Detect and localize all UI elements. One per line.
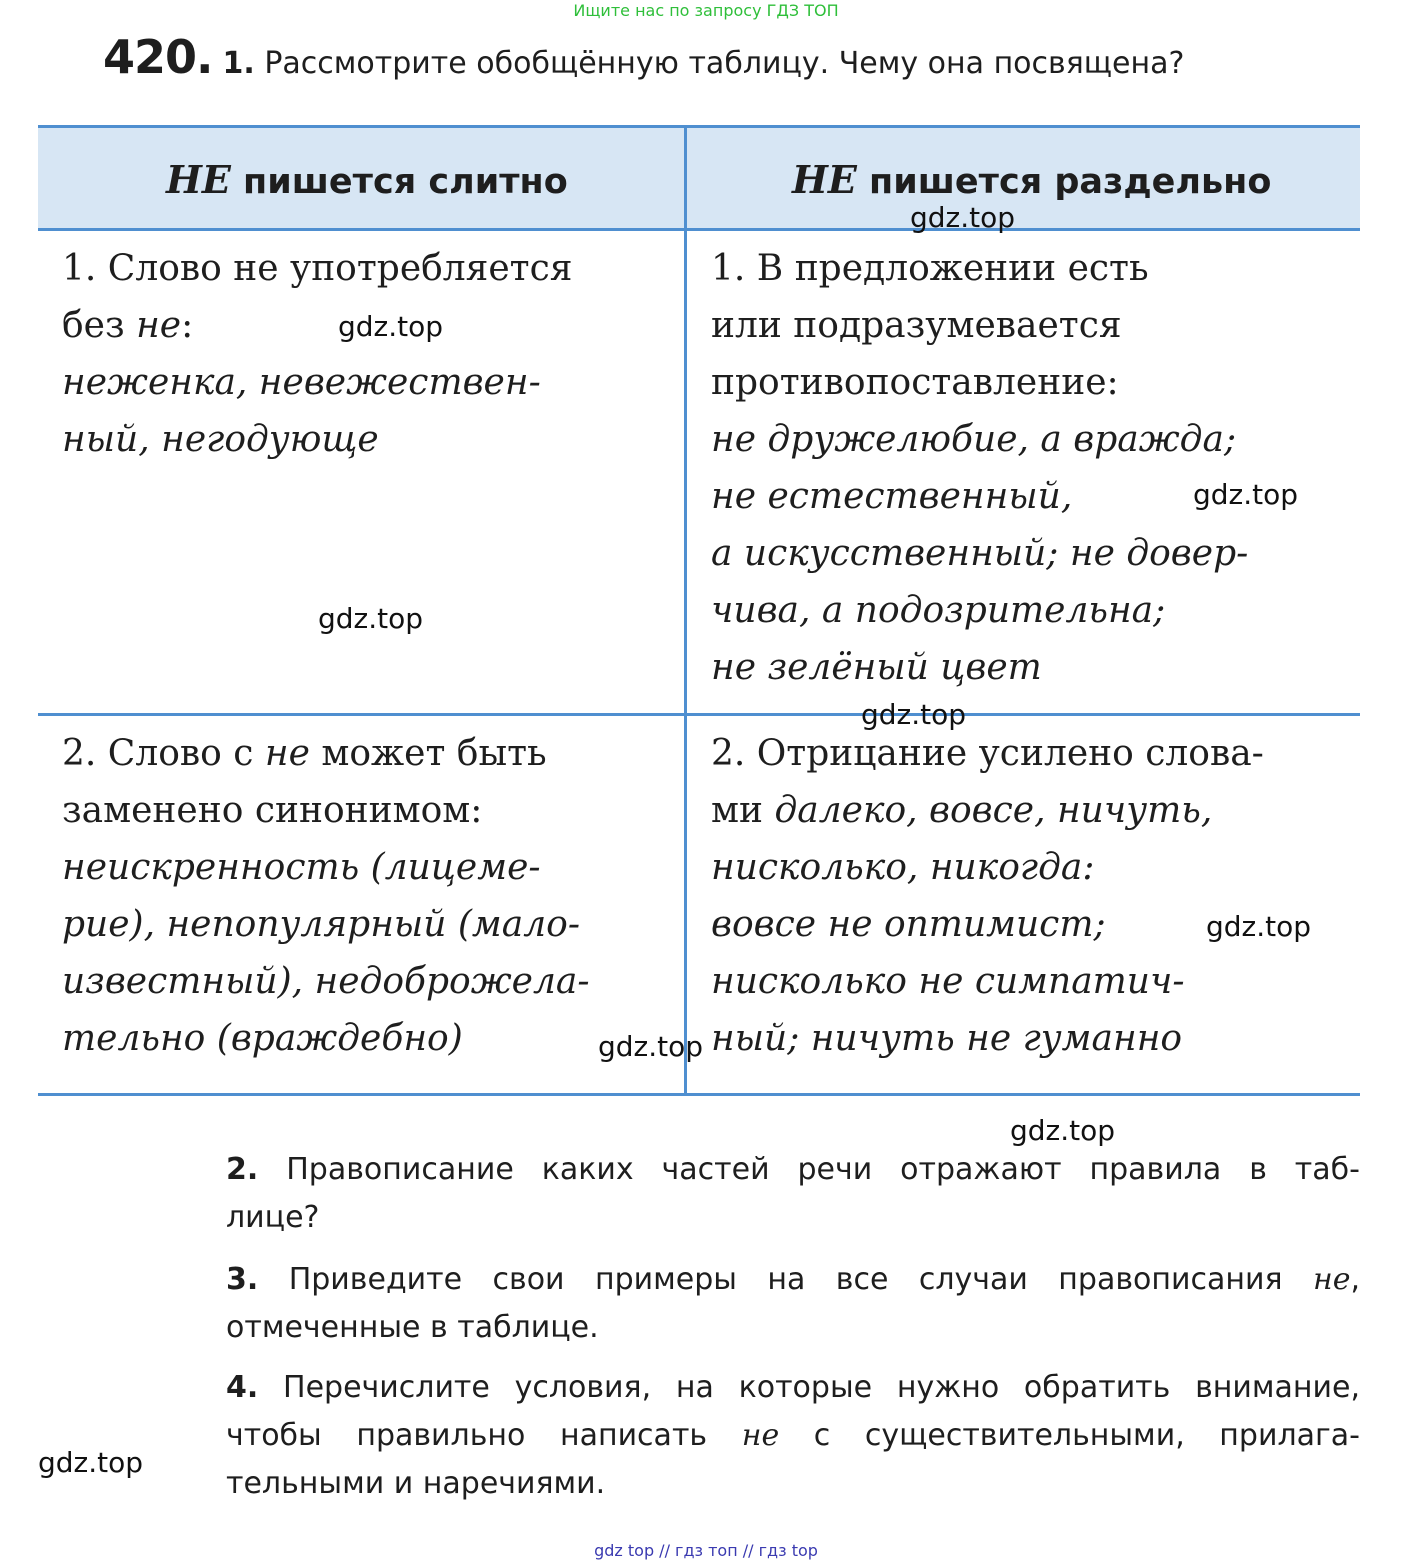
top-banner[interactable]: Ищите нас по запросу ГДЗ ТОП (573, 1, 839, 20)
row2-left-example: рие), непопулярный (мало- (62, 904, 580, 945)
adverbs-italic: далеко, вовсе, ничуть, (774, 790, 1213, 831)
table-top-border (38, 125, 1360, 128)
task-4-line (226, 1412, 1360, 1460)
table-header-border (38, 228, 1360, 231)
row2-left-cell (62, 725, 590, 1067)
task-3 (226, 1256, 1360, 1352)
row2-left-line (62, 725, 590, 782)
row2-right-example: вовсе не оптимист; (711, 904, 1106, 945)
watermark: gdz.top (1206, 910, 1312, 943)
header-left-text: пишется слитно (230, 162, 568, 202)
header-right-ne: НЕ (792, 157, 857, 202)
header-right-text: пишется раздельно (856, 162, 1272, 202)
header-left (166, 157, 568, 202)
table-bottom-border (38, 1093, 1360, 1096)
row2-right-example: нисколько, никогда: (711, 847, 1095, 888)
row1-left-line (62, 297, 572, 354)
row2-right-example: ный; ничуть не гуманно (711, 1018, 1183, 1059)
task-2-line: лице? (226, 1200, 320, 1235)
row1-right-example: не зелёный цвет (711, 647, 1042, 688)
row1-right-example: не естественный, (711, 476, 1073, 517)
row2-right-example: нисколько не симпатич- (711, 961, 1185, 1002)
text: ми (711, 790, 775, 831)
task-2-line (226, 1146, 1360, 1194)
text: Правописание каких частей речи отражают правила в таб- (286, 1152, 1360, 1187)
row2-left-example: неискренность (лицеме- (62, 847, 541, 888)
text: чтобы правильно написать (226, 1418, 742, 1453)
row1-right-cell (711, 240, 1248, 696)
row1-left-example: неженка, невежествен- (62, 362, 541, 403)
table-column-divider (684, 125, 687, 1095)
row1-right-line: или подразумевается (711, 305, 1122, 346)
row2-right-line (711, 782, 1264, 839)
task-1 (223, 46, 1185, 81)
exercise-title (103, 30, 1184, 84)
task-3-line: отмеченные в таблице. (226, 1310, 599, 1345)
watermark: gdz.top (861, 698, 967, 731)
watermark: gdz.top (1193, 478, 1299, 511)
watermark: gdz.top (318, 602, 424, 635)
header-left-ne: НЕ (166, 157, 231, 202)
watermark: gdz.top (598, 1030, 704, 1063)
row1-left-cell (62, 240, 572, 468)
bottom-banner[interactable]: gdz top // гдз топ // гдз top (594, 1541, 818, 1560)
row1-left-line: 1. Слово не употребляется (62, 248, 573, 289)
text: : (181, 305, 194, 346)
watermark: gdz.top (338, 310, 444, 343)
watermark: gdz.top (1010, 1114, 1116, 1147)
text: Приведите свои примеры на все случаи правописания (288, 1262, 1313, 1297)
ne-italic: не (264, 733, 310, 774)
task-1-number: 1. (222, 46, 255, 81)
row1-right-example: а искусственный; не довер- (711, 533, 1249, 574)
text: , (1350, 1262, 1360, 1297)
task-4-line (226, 1364, 1360, 1412)
header-right (792, 157, 1271, 202)
text: Перечислите условия, на которые нужно обратить внимание, (283, 1370, 1360, 1405)
ne-italic: не (136, 305, 182, 346)
row1-left-example: ный, негодующе (62, 419, 379, 460)
row2-left-example: тельно (враждебно) (62, 1018, 463, 1059)
row2-right-cell (711, 725, 1264, 1067)
task-3-number: 3. (226, 1262, 259, 1297)
task-2 (226, 1146, 1360, 1242)
row1-right-example: не дружелюбие, а вражда; (711, 419, 1237, 460)
watermark: gdz.top (38, 1446, 144, 1479)
exercise-number: 420. (103, 30, 213, 84)
task-2-number: 2. (226, 1152, 259, 1187)
task-4 (226, 1364, 1360, 1508)
ne-italic: не (1312, 1262, 1351, 1297)
task-1-text: Рассмотрите обобщённую таблицу. Чему она посвящена? (264, 46, 1185, 81)
text: 2. Слово с (62, 733, 265, 774)
task-4-line: тельными и наречиями. (226, 1466, 606, 1501)
row1-right-example: чива, а подозрительна; (711, 590, 1166, 631)
text: может быть (309, 733, 547, 774)
row2-left-example: известный), недоброжела- (62, 961, 590, 1002)
row2-left-line: заменено синонимом: (62, 790, 483, 831)
task-4-number: 4. (226, 1370, 259, 1405)
row1-right-line: 1. В предложении есть (711, 248, 1149, 289)
text: с существительными, прилага- (779, 1418, 1360, 1453)
watermark: gdz.top (910, 201, 1016, 234)
text: без (62, 305, 137, 346)
table-row-divider (38, 713, 1360, 716)
task-3-line (226, 1256, 1360, 1304)
row1-right-line: противопоставление: (711, 362, 1119, 403)
row2-right-line: 2. Отрицание усилено слова- (711, 733, 1264, 774)
ne-italic: не (741, 1418, 780, 1453)
